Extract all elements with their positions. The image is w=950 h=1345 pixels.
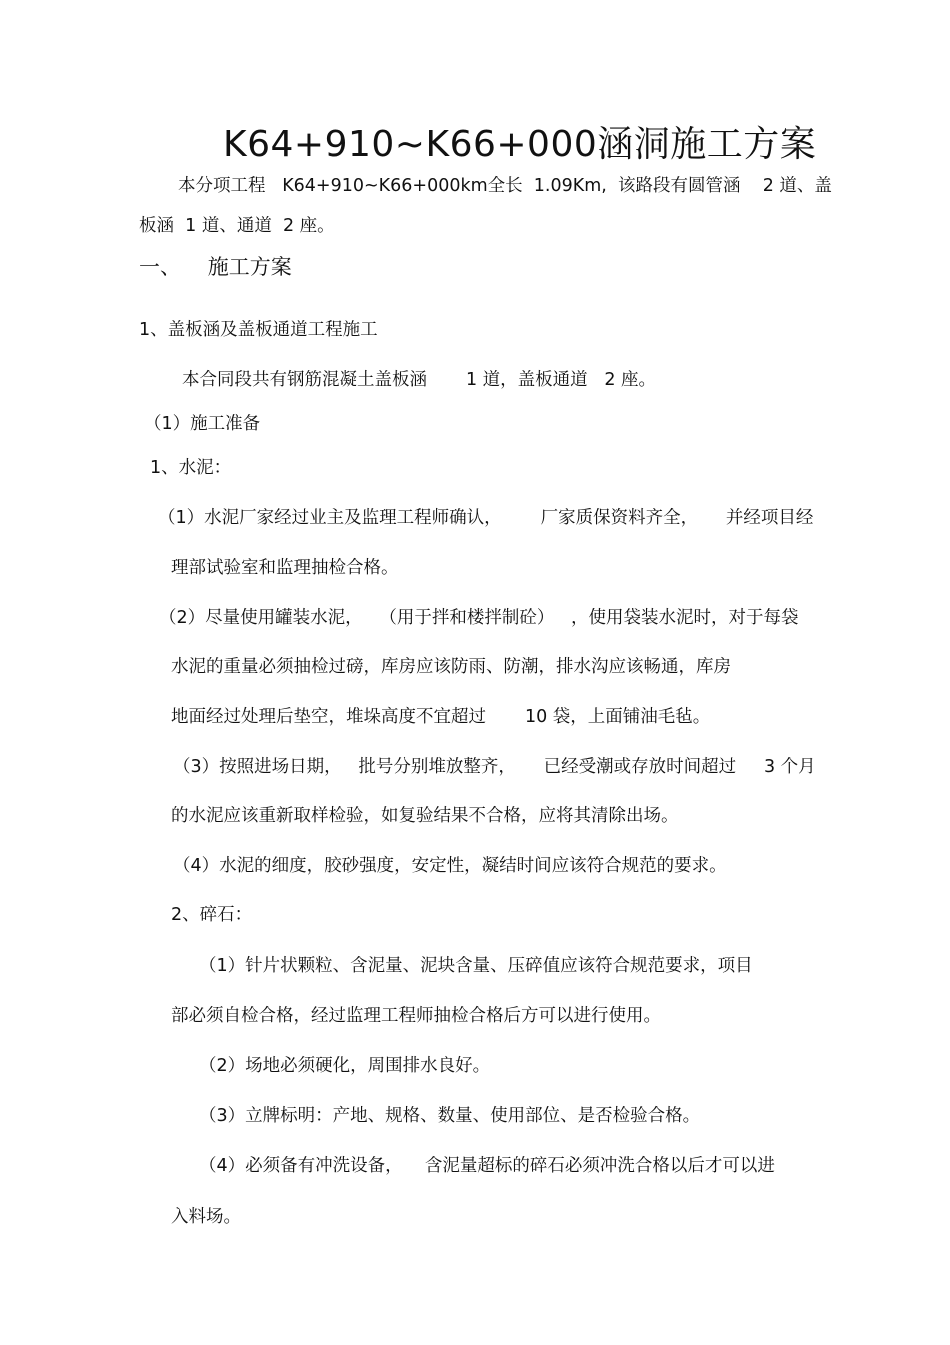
document-title: K64+910~K66+000涵洞施工方案 bbox=[223, 124, 817, 165]
subsection-paragraph: 本合同段共有钢筋混凝土盖板涵 1 道，盖板通道 2 座。 bbox=[182, 370, 657, 390]
intro-line-1: 本分项工程 K64+910~K66+000km全长 1.09Km, 该路段有圆管涵 2 道、盖 bbox=[178, 176, 832, 196]
gravel-item-line: 入料场。 bbox=[171, 1207, 241, 1227]
gravel-item-line: （3）立牌标明：产地、规格、数量、使用部位、是否检验合格。 bbox=[199, 1106, 701, 1126]
gravel-item-line: （1）针片状颗粒、含泥量、泥块含量、压碎值应该符合规范要求，项目 bbox=[199, 956, 753, 976]
section-heading-construction-plan: 一、 施工方案 bbox=[139, 255, 292, 279]
gravel-item-line: （4）必须备有冲洗设备， 含泥量超标的碎石必须冲洗合格以后才可以进 bbox=[199, 1156, 775, 1176]
cement-item-line: （3）按照进场日期， 批号分别堆放整齐， 已经受潮或存放时间超过 3 个月 bbox=[173, 757, 816, 777]
subsection-heading-culvert: 1、盖板涵及盖板通道工程施工 bbox=[139, 320, 378, 340]
cement-item-line: （1）水泥厂家经过业主及监理工程师确认， 厂家质保资料齐全， 并经项目经 bbox=[158, 508, 814, 528]
cement-item-line: （4）水泥的细度，胶砂强度，安定性，凝结时间应该符合规范的要求。 bbox=[173, 856, 727, 876]
cement-heading: 1、水泥： bbox=[150, 458, 232, 478]
prep-heading: （1）施工准备 bbox=[144, 414, 261, 434]
cement-item-line: （2）尽量使用罐装水泥， （用于拌和楼拌制砼） ，使用袋装水泥时，对于每袋 bbox=[159, 608, 799, 628]
cement-item-line: 理部试验室和监理抽检合格。 bbox=[171, 558, 399, 578]
gravel-heading: 2、碎石： bbox=[171, 905, 253, 925]
cement-item-line: 水泥的重量必须抽检过磅，库房应该防雨、防潮，排水沟应该畅通，库房 bbox=[171, 657, 731, 677]
intro-line-2: 板涵 1 道、通道 2 座。 bbox=[139, 216, 335, 236]
cement-item-line: 的水泥应该重新取样检验，如复验结果不合格，应将其清除出场。 bbox=[171, 806, 679, 826]
gravel-item-line: 部必须自检合格，经过监理工程师抽检合格后方可以进行使用。 bbox=[171, 1006, 661, 1026]
gravel-item-line: （2）场地必须硬化，周围排水良好。 bbox=[199, 1056, 491, 1076]
cement-item-line: 地面经过处理后垫空，堆垛高度不宜超过 10 袋，上面铺油毛毡。 bbox=[171, 707, 711, 727]
